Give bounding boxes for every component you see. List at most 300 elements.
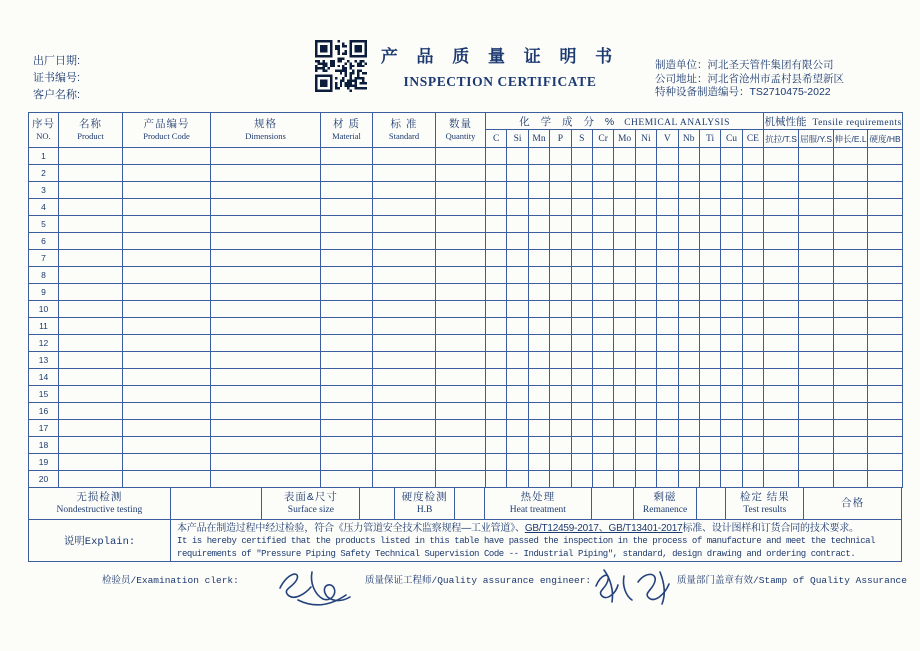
empty-cell: [59, 369, 123, 386]
empty-cell: [678, 454, 699, 471]
empty-cell: [699, 301, 720, 318]
empty-cell: [211, 386, 321, 403]
empty-cell: [614, 369, 635, 386]
empty-cell: [507, 403, 528, 420]
empty-cell: [486, 335, 507, 352]
empty-cell: [123, 233, 211, 250]
empty-cell: [764, 182, 799, 199]
col-header-product-code: 产品编号 Product Code: [123, 113, 211, 148]
empty-cell: [799, 352, 834, 369]
qa-engineer-signature: [588, 564, 678, 610]
empty-cell: [507, 199, 528, 216]
empty-cell: [373, 182, 436, 199]
empty-cell: [678, 284, 699, 301]
chem-col-Mo: Mo: [614, 130, 635, 148]
empty-cell: [486, 437, 507, 454]
empty-cell: [321, 301, 373, 318]
empty-cell: [868, 403, 903, 420]
empty-cell: [868, 386, 903, 403]
empty-cell: [742, 267, 763, 284]
empty-cell: [699, 148, 720, 165]
examiner-signature: [272, 564, 358, 610]
empty-cell: [657, 420, 678, 437]
empty-cell: [678, 386, 699, 403]
empty-cell: [764, 148, 799, 165]
empty-cell: [528, 182, 549, 199]
empty-cell: [507, 420, 528, 437]
empty-cell: [507, 437, 528, 454]
empty-cell: [321, 403, 373, 420]
empty-cell: [657, 182, 678, 199]
empty-cell: [571, 386, 592, 403]
empty-cell: [123, 420, 211, 437]
empty-cell: [59, 233, 123, 250]
empty-cell: [635, 284, 656, 301]
empty-cell: [550, 284, 571, 301]
empty-cell: [436, 454, 486, 471]
empty-cell: [764, 420, 799, 437]
empty-cell: [799, 454, 834, 471]
empty-cell: [486, 454, 507, 471]
empty-cell: [321, 199, 373, 216]
empty-cell: [721, 267, 742, 284]
row-number: 3: [29, 182, 59, 199]
empty-cell: [59, 386, 123, 403]
stamp-validity-label: 质量部门盖章有效/Stamp of Quality Assurance: [677, 575, 907, 586]
empty-cell: [528, 216, 549, 233]
chem-col-P: P: [550, 130, 571, 148]
empty-cell: [742, 216, 763, 233]
empty-cell: [868, 250, 903, 267]
empty-cell: [528, 148, 549, 165]
empty-cell: [699, 284, 720, 301]
empty-cell: [571, 182, 592, 199]
empty-cell: [592, 318, 613, 335]
empty-cell: [373, 216, 436, 233]
empty-cell: [834, 318, 868, 335]
empty-cell: [614, 165, 635, 182]
empty-cell: [635, 369, 656, 386]
empty-cell: [868, 454, 903, 471]
empty-cell: [834, 403, 868, 420]
empty-cell: [321, 216, 373, 233]
empty-cell: [211, 216, 321, 233]
empty-cell: [373, 386, 436, 403]
summary-blank: [455, 488, 485, 519]
empty-cell: [721, 352, 742, 369]
empty-cell: [571, 403, 592, 420]
empty-cell: [486, 420, 507, 437]
empty-cell: [614, 471, 635, 488]
empty-cell: [486, 216, 507, 233]
table-row: [29, 165, 903, 182]
empty-cell: [550, 216, 571, 233]
table-row: [29, 148, 903, 165]
empty-cell: [321, 284, 373, 301]
empty-cell: [528, 403, 549, 420]
empty-cell: [321, 250, 373, 267]
empty-cell: [764, 352, 799, 369]
empty-cell: [657, 386, 678, 403]
empty-cell: [742, 352, 763, 369]
empty-cell: [373, 165, 436, 182]
empty-cell: [657, 454, 678, 471]
certificate-no-label: 证书编号:: [33, 72, 81, 84]
empty-cell: [550, 335, 571, 352]
empty-cell: [436, 301, 486, 318]
empty-cell: [834, 148, 868, 165]
empty-cell: [742, 403, 763, 420]
mech-col-2: 伸长/E.L: [834, 130, 868, 148]
table-row: [29, 318, 903, 335]
empty-cell: [59, 335, 123, 352]
empty-cell: [123, 454, 211, 471]
empty-cell: [321, 148, 373, 165]
empty-cell: [486, 386, 507, 403]
empty-cell: [550, 250, 571, 267]
empty-cell: [123, 216, 211, 233]
empty-cell: [571, 284, 592, 301]
empty-cell: [699, 352, 720, 369]
empty-cell: [486, 352, 507, 369]
table-row: [29, 267, 903, 284]
summary-test-results: 检定 结果 Test results: [726, 488, 804, 519]
page-title-chinese: 产 品 质 量 证 明 书: [380, 47, 620, 66]
empty-cell: [678, 250, 699, 267]
row-number: 14: [29, 369, 59, 386]
empty-cell: [592, 182, 613, 199]
empty-cell: [436, 182, 486, 199]
empty-cell: [321, 420, 373, 437]
table-row: [29, 471, 903, 488]
empty-cell: [742, 165, 763, 182]
chem-col-Cu: Cu: [721, 130, 742, 148]
empty-cell: [436, 471, 486, 488]
empty-cell: [321, 454, 373, 471]
empty-cell: [373, 267, 436, 284]
empty-cell: [571, 301, 592, 318]
empty-cell: [211, 199, 321, 216]
empty-cell: [834, 369, 868, 386]
empty-cell: [211, 352, 321, 369]
empty-cell: [799, 301, 834, 318]
table-row: [29, 199, 903, 216]
table-row: [29, 437, 903, 454]
empty-cell: [211, 454, 321, 471]
empty-cell: [635, 148, 656, 165]
empty-cell: [868, 199, 903, 216]
empty-cell: [721, 233, 742, 250]
empty-cell: [59, 352, 123, 369]
empty-cell: [742, 335, 763, 352]
empty-cell: [373, 471, 436, 488]
empty-cell: [799, 403, 834, 420]
empty-cell: [721, 216, 742, 233]
empty-cell: [699, 199, 720, 216]
empty-cell: [571, 250, 592, 267]
empty-cell: [699, 165, 720, 182]
empty-cell: [678, 403, 699, 420]
empty-cell: [211, 284, 321, 301]
explain-chinese-line: 本产品在制造过程中经过检验，符合《压力管道安全技术监察规程—工业管道》、GB/T12459-2017、GB/T13401-2017标准、设计图样和订货合同的技术要求。: [177, 523, 859, 534]
factory-date-label: 出厂日期:: [33, 55, 81, 67]
empty-cell: [834, 437, 868, 454]
empty-cell: [571, 199, 592, 216]
empty-cell: [678, 267, 699, 284]
empty-cell: [321, 352, 373, 369]
summary-row: [28, 488, 902, 520]
empty-cell: [657, 437, 678, 454]
col-header-no-: 序号 NO.: [29, 113, 59, 148]
empty-cell: [321, 471, 373, 488]
empty-cell: [507, 165, 528, 182]
empty-cell: [528, 318, 549, 335]
product-table: [28, 112, 903, 488]
empty-cell: [321, 182, 373, 199]
empty-cell: [373, 284, 436, 301]
empty-cell: [868, 267, 903, 284]
empty-cell: [373, 454, 436, 471]
row-number: 11: [29, 318, 59, 335]
empty-cell: [635, 301, 656, 318]
empty-cell: [721, 369, 742, 386]
empty-cell: [834, 420, 868, 437]
empty-cell: [211, 318, 321, 335]
empty-cell: [373, 148, 436, 165]
table-row: [29, 454, 903, 471]
empty-cell: [528, 352, 549, 369]
empty-cell: [373, 352, 436, 369]
empty-cell: [614, 454, 635, 471]
empty-cell: [742, 369, 763, 386]
empty-cell: [211, 471, 321, 488]
empty-cell: [678, 437, 699, 454]
empty-cell: [486, 471, 507, 488]
empty-cell: [507, 454, 528, 471]
empty-cell: [528, 420, 549, 437]
col-header-product: 名称 Product: [59, 113, 123, 148]
empty-cell: [657, 267, 678, 284]
empty-cell: [550, 165, 571, 182]
empty-cell: [868, 165, 903, 182]
summary-合格: 合格: [841, 497, 865, 509]
chem-col-V: V: [657, 130, 678, 148]
empty-cell: [321, 369, 373, 386]
empty-cell: [721, 199, 742, 216]
empty-cell: [799, 250, 834, 267]
empty-cell: [592, 335, 613, 352]
empty-cell: [834, 182, 868, 199]
col-header-dimensions: 规格 Dimensions: [211, 113, 321, 148]
empty-cell: [373, 301, 436, 318]
empty-cell: [436, 318, 486, 335]
empty-cell: [592, 420, 613, 437]
empty-cell: [123, 403, 211, 420]
empty-cell: [123, 165, 211, 182]
empty-cell: [657, 250, 678, 267]
empty-cell: [528, 301, 549, 318]
table-row: [29, 403, 903, 420]
empty-cell: [834, 352, 868, 369]
empty-cell: [699, 318, 720, 335]
empty-cell: [614, 199, 635, 216]
empty-cell: [592, 403, 613, 420]
empty-cell: [657, 471, 678, 488]
empty-cell: [868, 182, 903, 199]
row-number: 12: [29, 335, 59, 352]
empty-cell: [868, 352, 903, 369]
empty-cell: [799, 216, 834, 233]
empty-cell: [678, 369, 699, 386]
empty-cell: [764, 369, 799, 386]
empty-cell: [764, 233, 799, 250]
empty-cell: [635, 216, 656, 233]
empty-cell: [799, 335, 834, 352]
empty-cell: [528, 335, 549, 352]
row-number: 4: [29, 199, 59, 216]
chemical-analysis-group-header: 化 学 成 分 % CHEMICAL ANALYSIS: [486, 113, 764, 130]
empty-cell: [678, 301, 699, 318]
empty-cell: [657, 233, 678, 250]
empty-cell: [436, 420, 486, 437]
empty-cell: [373, 233, 436, 250]
empty-cell: [592, 301, 613, 318]
empty-cell: [550, 403, 571, 420]
table-row: [29, 250, 903, 267]
empty-cell: [123, 267, 211, 284]
empty-cell: [657, 369, 678, 386]
empty-cell: [59, 250, 123, 267]
summary-blank: [697, 488, 726, 519]
empty-cell: [699, 454, 720, 471]
empty-cell: [550, 420, 571, 437]
empty-cell: [764, 199, 799, 216]
empty-cell: [436, 267, 486, 284]
empty-cell: [123, 148, 211, 165]
chem-col-C: C: [486, 130, 507, 148]
empty-cell: [699, 233, 720, 250]
empty-cell: [123, 352, 211, 369]
empty-cell: [742, 437, 763, 454]
empty-cell: [592, 216, 613, 233]
empty-cell: [123, 199, 211, 216]
empty-cell: [211, 369, 321, 386]
serial-line: 特种设备制造编号：TS2710475-2022: [655, 86, 831, 98]
empty-cell: [528, 369, 549, 386]
empty-cell: [799, 233, 834, 250]
table-row: [29, 182, 903, 199]
empty-cell: [123, 369, 211, 386]
empty-cell: [742, 471, 763, 488]
empty-cell: [678, 318, 699, 335]
empty-cell: [721, 403, 742, 420]
empty-cell: [764, 318, 799, 335]
empty-cell: [614, 420, 635, 437]
empty-cell: [678, 420, 699, 437]
empty-cell: [528, 165, 549, 182]
empty-cell: [799, 386, 834, 403]
empty-cell: [721, 335, 742, 352]
empty-cell: [550, 301, 571, 318]
empty-cell: [614, 335, 635, 352]
empty-cell: [486, 284, 507, 301]
empty-cell: [635, 386, 656, 403]
table-row: [29, 301, 903, 318]
empty-cell: [635, 403, 656, 420]
empty-cell: [59, 199, 123, 216]
chem-col-Nb: Nb: [678, 130, 699, 148]
empty-cell: [59, 182, 123, 199]
empty-cell: [635, 454, 656, 471]
empty-cell: [699, 471, 720, 488]
empty-cell: [436, 437, 486, 454]
empty-cell: [59, 471, 123, 488]
chem-col-Si: Si: [507, 130, 528, 148]
empty-cell: [436, 199, 486, 216]
row-number: 9: [29, 284, 59, 301]
title-block: [368, 42, 632, 90]
table-row: [29, 284, 903, 301]
table-row: [29, 369, 903, 386]
empty-cell: [571, 233, 592, 250]
empty-cell: [742, 182, 763, 199]
empty-cell: [550, 454, 571, 471]
empty-cell: [635, 233, 656, 250]
row-number: 6: [29, 233, 59, 250]
empty-cell: [678, 335, 699, 352]
col-header-quantity: 数量 Quantity: [436, 113, 486, 148]
empty-cell: [678, 352, 699, 369]
empty-cell: [742, 420, 763, 437]
empty-cell: [635, 437, 656, 454]
table-row: [29, 335, 903, 352]
empty-cell: [834, 471, 868, 488]
manufacturer-block: [655, 59, 844, 100]
top-left-fields: [33, 53, 80, 104]
empty-cell: [373, 369, 436, 386]
empty-cell: [321, 165, 373, 182]
empty-cell: [764, 386, 799, 403]
empty-cell: [742, 233, 763, 250]
empty-cell: [699, 267, 720, 284]
empty-cell: [657, 148, 678, 165]
empty-cell: [436, 369, 486, 386]
empty-cell: [635, 199, 656, 216]
row-number: 20: [29, 471, 59, 488]
empty-cell: [635, 352, 656, 369]
empty-cell: [59, 165, 123, 182]
empty-cell: [571, 165, 592, 182]
empty-cell: [211, 335, 321, 352]
empty-cell: [868, 420, 903, 437]
empty-cell: [592, 233, 613, 250]
explain-english-line1: It is hereby certified that the products listed in this table have passed the inspection in the process of manufacture and meet the technical: [177, 536, 876, 546]
summary-heat-treatment: 热处理 Heat treatment: [485, 488, 592, 519]
empty-cell: [635, 318, 656, 335]
col-header-standard: 标 准 Standard: [373, 113, 436, 148]
empty-cell: [799, 182, 834, 199]
empty-cell: [436, 352, 486, 369]
empty-cell: [528, 454, 549, 471]
empty-cell: [507, 284, 528, 301]
empty-cell: [436, 335, 486, 352]
page-title-english: INSPECTION CERTIFICATE: [403, 74, 597, 89]
row-number: 8: [29, 267, 59, 284]
mech-col-3: 硬度/HB: [868, 130, 903, 148]
empty-cell: [834, 216, 868, 233]
empty-cell: [799, 148, 834, 165]
empty-cell: [486, 301, 507, 318]
